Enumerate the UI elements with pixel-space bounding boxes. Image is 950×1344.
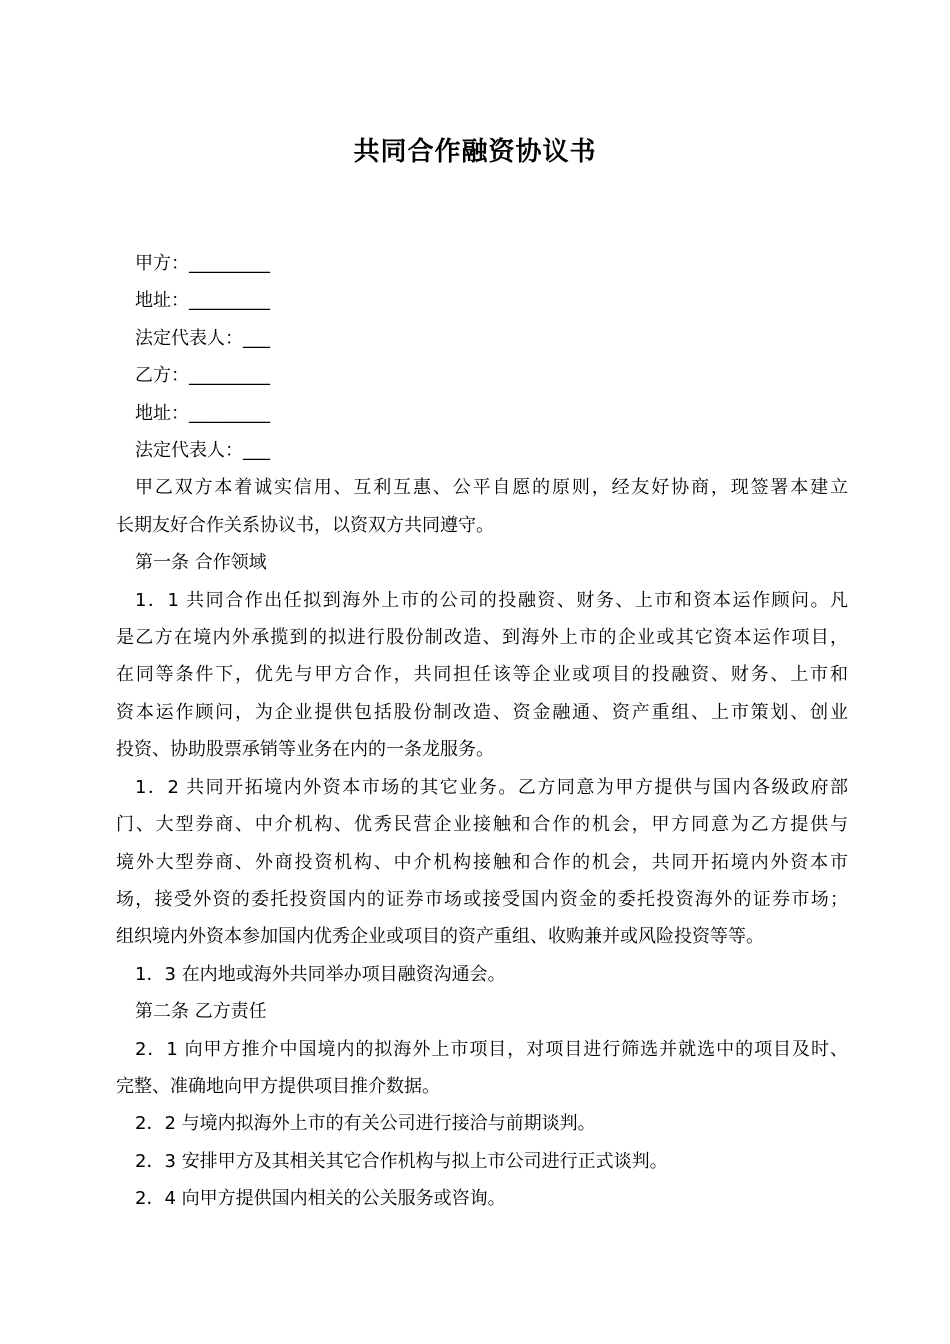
document-line: 门、大型券商、中介机构、优秀民营企业接触和合作的机会，甲方同意为乙方提供与: [116, 814, 848, 836]
document-line: 完整、准确地向甲方提供项目推介数据。: [116, 1075, 440, 1097]
document-line: 场，接受外资的委托投资国内的证券市场或接受国内资金的委托投资海外的证券市场；: [116, 888, 848, 910]
document-line: 2．2 与境内拟海外上市的有关公司进行接洽与前期谈判。: [135, 1113, 596, 1135]
document-line: 第一条 合作领域: [135, 552, 267, 574]
document-line: 地址：_________: [135, 402, 270, 424]
document-line: 地址：_________: [135, 290, 270, 312]
document-line: 1．2 共同开拓境内外资本市场的其它业务。乙方同意为甲方提供与国内各级政府部: [135, 776, 848, 798]
document-line: 1．3 在内地或海外共同举办项目融资沟通会。: [135, 963, 506, 985]
document-line: 甲乙双方本着诚实信用、互利互惠、公平自愿的原则，经友好协商，现签署本建立: [135, 477, 848, 499]
document-body: [116, 245, 848, 1218]
document-line: 乙方：_________: [135, 365, 270, 387]
document-line: 是乙方在境内外承揽到的拟进行股份制改造、到海外上市的企业或其它资本运作项目，: [116, 627, 848, 649]
document-line: 长期友好合作关系协议书，以资双方共同遵守。: [116, 514, 494, 536]
document-line: 1．1 共同合作出任拟到海外上市的公司的投融资、财务、上市和资本运作顾问。凡: [135, 589, 848, 611]
document-line: 法定代表人：___: [135, 440, 270, 462]
document-line: 境外大型券商、外商投资机构、中介机构接触和合作的机会，共同开拓境内外资本市: [116, 851, 848, 873]
document-line: 2．1 向甲方推介中国境内的拟海外上市项目，对项目进行筛选并就选中的项目及时、: [135, 1038, 848, 1060]
document-line: 投资、协助股票承销等业务在内的一条龙服务。: [116, 739, 494, 761]
document-title: 共同合作融资协议书: [353, 137, 597, 167]
document-line: 法定代表人：___: [135, 327, 270, 349]
document-line: 组织境内外资本参加国内优秀企业或项目的资产重组、收购兼并或风险投资等等。: [116, 926, 764, 948]
document-line: 2．3 安排甲方及其相关其它合作机构与拟上市公司进行正式谈判。: [135, 1150, 668, 1172]
document-line: 资本运作顾问，为企业提供包括股份制改造、资金融通、资产重组、上市策划、创业: [116, 701, 848, 723]
document-line: 甲方：_________: [135, 253, 270, 274]
document-line: 第二条 乙方责任: [135, 1001, 267, 1023]
document-line: 在同等条件下，优先与甲方合作，共同担任该等企业或项目的投融资、财务、上市和: [116, 664, 848, 686]
document-line: 2．4 向甲方提供国内相关的公关服务或咨询。: [135, 1188, 506, 1210]
